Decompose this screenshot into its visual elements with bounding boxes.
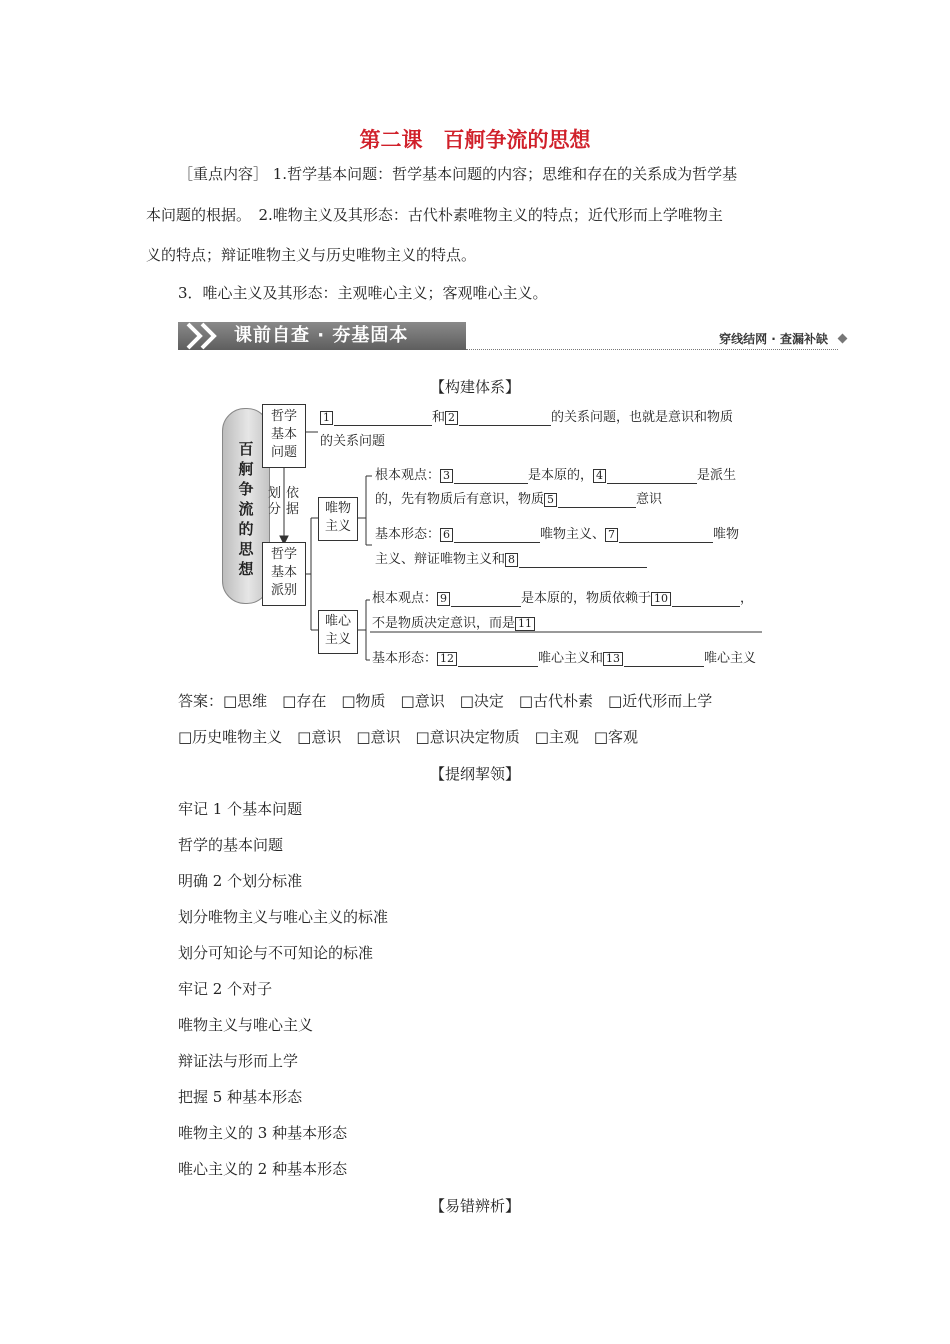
blank-number-6: 6 — [440, 528, 453, 542]
question-tail: 的关系问题，也就是意识和物质 — [551, 410, 734, 425]
blank-number-5: 5 — [544, 493, 557, 507]
blank-number-3: 3 — [440, 469, 453, 483]
blank-3 — [454, 469, 528, 484]
blank-2 — [459, 411, 551, 426]
key-points-line-3: 义的特点；辩证唯物主义与历史唯物主义的特点。 — [146, 246, 477, 264]
blank-8 — [519, 553, 647, 568]
idealism-view-mid: 是本原的，物质依赖于 — [521, 591, 652, 606]
materialism-form-line2: 主义、辩证唯物主义和 — [375, 552, 506, 567]
section-title-build: 【构建体系】 — [429, 378, 520, 396]
node-idealism-label: 唯心主义 — [324, 614, 351, 647]
idealism-form-row — [372, 651, 756, 667]
outline-item: 哲学的基本问题 — [178, 836, 284, 854]
node-basic-question-label: 哲学基本问题 — [270, 409, 297, 460]
blank-13 — [624, 652, 704, 667]
blank-9 — [451, 592, 521, 607]
materialism-form-tail: 唯物 — [713, 527, 740, 542]
banner-left-text: 课前自查 · 夯基固本 — [234, 325, 409, 346]
idealism-view-row-1 — [372, 591, 753, 607]
blank-number-9: 9 — [437, 592, 450, 606]
materialism-view-row-1 — [375, 468, 736, 484]
outline-item: 明确 2 个划分标准 — [178, 872, 303, 890]
materialism-form-row-2 — [375, 552, 647, 568]
materialism-view-label: 根本观点： — [375, 468, 441, 483]
question-row-2: 的关系问题 — [320, 434, 386, 449]
idealism-view-tail: ， — [740, 591, 754, 606]
node-basic-branch — [262, 542, 306, 606]
materialism-view-row-2 — [375, 492, 662, 508]
materialism-view-mid: 是本原的， — [528, 468, 594, 483]
outline-item: 唯心主义的 2 种基本形态 — [178, 1160, 348, 1178]
blank-number-13: 13 — [603, 652, 623, 666]
blank-number-8: 8 — [505, 553, 518, 567]
diagram-root-label: 百舸争流的思想 — [238, 440, 254, 578]
materialism-form-mid: 唯物主义、 — [540, 527, 606, 542]
link-label-divide: 划分 — [268, 486, 282, 517]
question-row-1 — [320, 410, 733, 426]
blank-number-2: 2 — [445, 411, 458, 425]
materialism-view-line2-tail: 意识 — [636, 492, 663, 507]
idealism-view-row-2 — [372, 616, 536, 632]
blank-7 — [619, 528, 713, 543]
materialism-form-row-1 — [375, 527, 739, 543]
section-title-outline: 【提纲挈领】 — [429, 765, 520, 783]
blank-number-12: 12 — [437, 652, 457, 666]
materialism-view-line2: 的，先有物质后有意识，物质 — [375, 492, 545, 507]
blank-10 — [672, 592, 740, 607]
blank-4 — [607, 469, 697, 484]
node-materialism-label: 唯物主义 — [324, 501, 351, 534]
answers-line-1: 答案：□思维 □存在 □物质 □意识 □决定 □古代朴素 □近代形而上学 — [178, 692, 713, 710]
outline-item: 划分唯物主义与唯心主义的标准 — [178, 908, 389, 926]
blank-number-7: 7 — [605, 528, 618, 542]
answers-line-2: □历史唯物主义 □意识 □意识 □意识决定物质 □主观 □客观 — [178, 728, 639, 746]
outline-item: 辩证法与形而上学 — [178, 1052, 299, 1070]
outline-item: 牢记 1 个基本问题 — [178, 800, 303, 818]
materialism-form-label: 基本形态： — [375, 527, 441, 542]
key-points-line-2: 本问题的根据。 2.唯物主义及其形态：古代朴素唯物主义的特点；近代形而上学唯物主 — [146, 206, 723, 224]
outline-item: 唯物主义与唯心主义 — [178, 1016, 314, 1034]
blank-number-10: 10 — [651, 592, 671, 606]
key-points-line-1: ［重点内容］ 1.哲学基本问题：哲学基本问题的内容；思维和存在的关系成为哲学基 — [178, 165, 738, 183]
blank-6 — [454, 528, 540, 543]
blank-5 — [558, 493, 636, 508]
blank-number-11: 11 — [515, 617, 535, 631]
key-points-line-4: 3．唯心主义及其形态：主观唯心主义；客观唯心主义。 — [178, 284, 548, 302]
link-label-basis: 依据 — [286, 486, 300, 517]
node-basic-question — [262, 404, 306, 468]
node-materialism — [318, 497, 358, 541]
materialism-view-tail: 是派生 — [697, 468, 737, 483]
idealism-form-label: 基本形态： — [372, 651, 438, 666]
idealism-view-line2: 不是物质决定意识，而是 — [372, 616, 516, 631]
idealism-form-tail: 唯心主义 — [704, 651, 757, 666]
outline-item: 把握 5 种基本形态 — [178, 1088, 303, 1106]
page-title: 第二课 百舸争流的思想 — [359, 128, 591, 152]
banner-right-text: 穿线结网 · 查漏补缺 — [719, 332, 828, 346]
blank-1 — [334, 411, 432, 426]
section-title-errors: 【易错辨析】 — [429, 1197, 520, 1215]
idealism-view-label: 根本观点： — [372, 591, 438, 606]
blank-number-1: 1 — [320, 411, 333, 425]
idealism-form-mid: 唯心主义和 — [538, 651, 604, 666]
blank-number-4: 4 — [593, 469, 606, 483]
outline-item: 划分可知论与不可知论的标准 — [178, 944, 374, 962]
question-and: 和 — [432, 410, 446, 425]
outline-item: 唯物主义的 3 种基本形态 — [178, 1124, 348, 1142]
blank-12 — [458, 652, 538, 667]
node-idealism — [318, 610, 358, 654]
node-basic-branch-label: 哲学基本派别 — [270, 547, 297, 598]
outline-item: 牢记 2 个对子 — [178, 980, 273, 998]
